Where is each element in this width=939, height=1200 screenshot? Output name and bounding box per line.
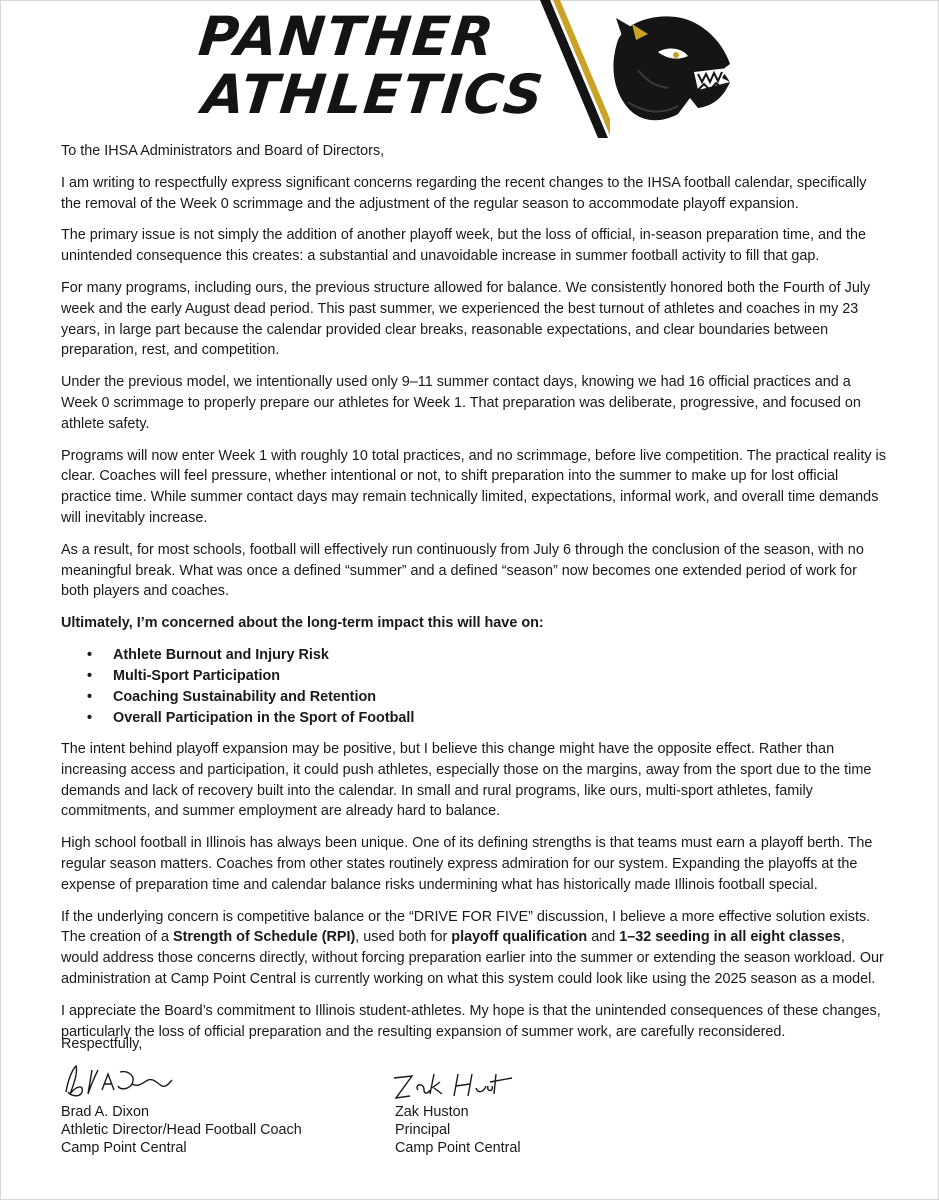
signatory-huston [395, 1103, 521, 1157]
paragraph: I appreciate the Board’s commitment to Illinois student-athletes. My hope is that the unintended consequences of these changes, particularly the loss of official preparation and the resulting expansion of summer work, are carefully reconsidered. [61, 1002, 881, 1040]
concern-label: Multi-Sport Participation [113, 667, 281, 684]
list-item [61, 708, 886, 729]
signatory-name: Brad A. Dixon [61, 1104, 149, 1120]
signatory-school: Camp Point Central [395, 1140, 521, 1156]
text-run: , used both for [355, 929, 452, 946]
paragraph: Under the previous model, we intentionally used only 9–11 summer contact days, knowing we had 16 official practices and a Week 0 scrimmage to properly prepare our athletes for Week 1. That preparation was deliberate, progressive, and focused on athlete safety. [61, 374, 861, 432]
playoff-qualification-term: playoff qualification [451, 929, 588, 946]
list-item [61, 666, 886, 687]
signatory-name: Zak Huston [395, 1104, 469, 1120]
list-item [61, 645, 886, 666]
paragraph: High school football in Illinois has always been unique. One of its defining strengths is that teams must earn a playoff berth. The regular season matters. Coaches from other states routinely express admiration for our system. Expanding the playoffs at the expense of preparation time and calendar balance risks undermining what has historically made Illinois football special. [61, 835, 873, 893]
signatory-title: Principal [395, 1122, 451, 1138]
paragraph: As a result, for most schools, football will effectively run continuously from July 6 through the conclusion of the season, with no meaningful break. What was once a defined “summer” and a defined “season” now becomes one extended period of work for both players and coaches. [61, 541, 864, 600]
letter-body [61, 141, 886, 1053]
bullet-icon: • [87, 688, 93, 705]
salutation: To the IHSA Administrators and Board of Directors, [61, 143, 385, 159]
paragraph: For many programs, including ours, the previous structure allowed for balance. We consistently honored both the Fourth of July week and the early August dead period. This past summer, we experienced the best turnout of athletes and coaches in my 23 years, in large part because the calendar provided clear breaks, reasonable expectations, and clear boundaries between preparation, rest, and competition. [61, 279, 871, 359]
bullet-icon: • [87, 709, 93, 726]
paragraph: The intent behind playoff expansion may be positive, but I believe this change might have the opposite effect. Rather than increasing access and participation, it could push athletes, especially those on the margins, away from the sport due to the time demands and lack of recovery built into the calendar. In small and rural programs, like ours, multi-sport athletes, family commitments, and summer employment are already hard to balance. [61, 740, 872, 820]
logo-line-2: ATHLETICS [199, 63, 548, 126]
paragraph: Programs will now enter Week 1 with roughly 10 total practices, and no scrimmage, before live competition. The practical reality is clear. Coaches will feel pressure, whether intentional or not, to shift preparation into the summer to make up for lost official practice time. While summer contact days may remain technically limited, expectations, informal work, and overall time demands will inevitably increase. [61, 447, 886, 526]
bullet-icon: • [87, 667, 93, 684]
paragraph: I am writing to respectfully express significant concerns regarding the recent changes to the IHSA football calendar, specifically the removal of the Week 0 scrimmage and the adjustment of the regular season to accommodate playoff expansion. [61, 174, 867, 212]
seeding-term: 1–32 seeding in all eight classes [619, 929, 841, 946]
rpi-paragraph [61, 907, 886, 990]
panther-head-icon [598, 10, 738, 135]
concern-heading: Ultimately, I’m concerned about the long-term impact this will have on: [61, 615, 544, 632]
text-run: If the underlying concern is competitive balance or the “DRIVE FOR FIVE” discussion, I believe a more effective solution exists. The creation of a [61, 908, 871, 946]
signatory-school: Camp Point Central [61, 1140, 187, 1156]
signatory-title: Athletic Director/Head Football Coach [61, 1122, 302, 1138]
rpi-term: Strength of Schedule (RPI) [173, 929, 356, 946]
signature-huston-icon [388, 1064, 518, 1104]
logo-line-1: PANTHER [195, 5, 499, 68]
closing: Respectfully, [61, 1036, 143, 1052]
text-run: and [587, 929, 620, 946]
text-run: , would address those concerns directly, without forcing preparation earlier into the summer or extending the season workload. Our administration at Camp Point Central is currently working on what this system could look like using the 2025 season as a model. [61, 929, 884, 987]
signature-dixon-icon [58, 1062, 178, 1102]
letterhead [0, 0, 939, 145]
bullet-icon: • [87, 646, 93, 663]
signatory-dixon [61, 1103, 302, 1157]
list-item [61, 687, 886, 708]
concern-label: Athlete Burnout and Injury Risk [113, 646, 329, 663]
concern-label: Coaching Sustainability and Retention [113, 688, 377, 705]
paragraph: The primary issue is not simply the addition of another playoff week, but the loss of official, in-season preparation time, and the unintended consequence this creates: a substantial and unavoidable increase in summer football activity to fill that gap. [61, 227, 866, 265]
logo-wordmark [190, 5, 554, 126]
concern-label: Overall Participation in the Sport of Football [113, 709, 415, 726]
concerns-list [61, 645, 886, 729]
